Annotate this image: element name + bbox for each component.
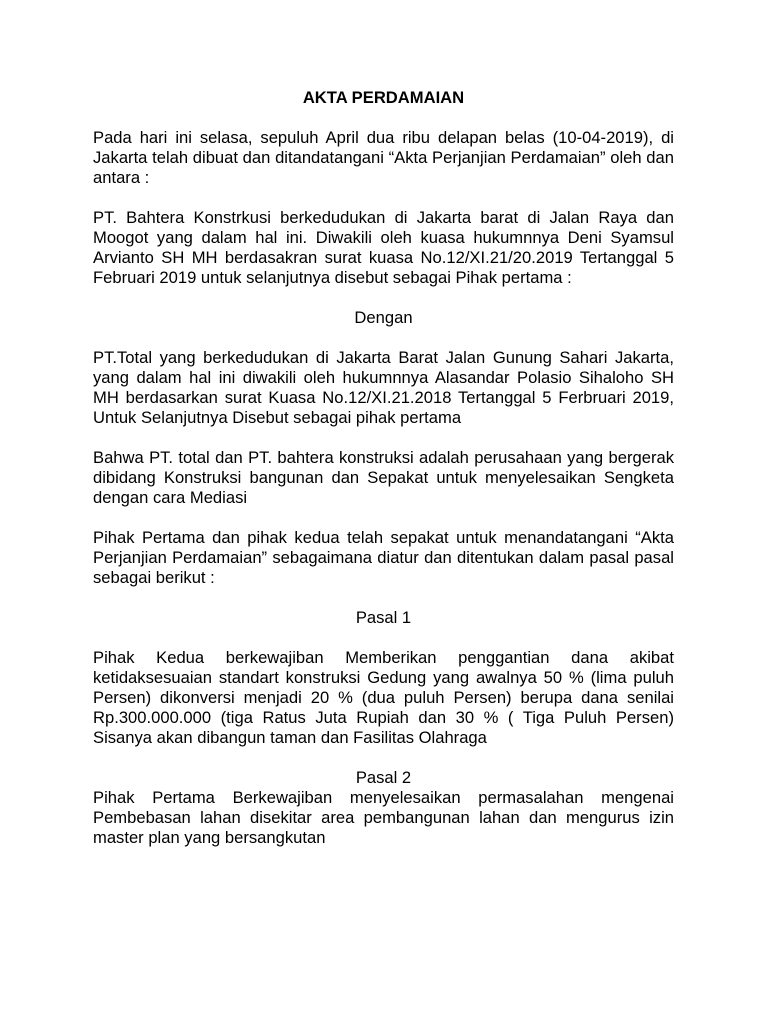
opening-paragraph: Pada hari ini selasa, sepuluh April dua ribu delapan belas (10-04-2019), di Jakarta telah dibuat dan ditandatangani “Akta Perjanjian Perdamaian” oleh dan antara : <box>93 128 674 187</box>
pasal-2-heading: Pasal 2 <box>355 768 412 787</box>
spacer <box>93 428 674 448</box>
pasal-1-heading: Pasal 1 <box>355 608 412 627</box>
document-title: AKTA PERDAMAIAN <box>302 88 465 107</box>
spacer <box>93 188 674 208</box>
spacer <box>93 328 674 348</box>
spacer <box>93 628 674 648</box>
pasal-1-paragraph: Pihak Kedua berkewajiban Memberikan penggantian dana akibat ketidaksesuaian standart konstruksi Gedung yang awalnya 50 % (lima puluh Persen) dikonversi menjadi 20 % (dua puluh Persen) berupa dana senilai Rp.300.000.000 (tiga Ratus Juta Rupiah dan 30 % ( Tiga Puluh Persen) Sisanya akan dibangun taman dan Fasilitas Olahraga <box>93 648 674 747</box>
spacer <box>93 748 674 768</box>
agreement-paragraph: Pihak Pertama dan pihak kedua telah sepakat untuk menandatangani “Akta Perjanjian Perdamaian” sebagaimana diatur dan ditentukan dalam pasal pasal sebagai berikut : <box>93 528 674 587</box>
background-paragraph: Bahwa PT. total dan PT. bahtera konstruksi adalah perusahaan yang bergerak dibidang Konstruksi bangunan dan Sepakat untuk menyelesaikan Sengketa dengan cara Mediasi <box>93 448 674 507</box>
party-two-paragraph: PT.Total yang berkedudukan di Jakarta Barat Jalan Gunung Sahari Jakarta, yang dalam hal ini diwakili oleh hukumnnya Alasandar Polasio Sihaloho SH MH berdasarkan surat Kuasa No.12/XI.21.2018 Tertanggal 5 Ferbruari 2019, Untuk Selanjutnya Disebut sebagai pihak pertama <box>93 348 674 427</box>
document-page <box>93 88 674 848</box>
spacer <box>93 508 674 528</box>
spacer <box>93 288 674 308</box>
connector-heading: Dengan <box>354 308 413 327</box>
spacer <box>93 588 674 608</box>
party-one-paragraph: PT. Bahtera Konstrkusi berkedudukan di Jakarta barat di Jalan Raya dan Moogot yang dalam hal ini. Diwakili oleh kuasa hukumnnya Deni Syamsul Arvianto SH MH berdasakran surat kuasa No.12/XI.21/20.2019 Tertanggal 5 Februari 2019 untuk selanjutnya disebut sebagai Pihak pertama : <box>93 208 674 287</box>
pasal-2-paragraph: Pihak Pertama Berkewajiban menyelesaikan permasalahan mengenai Pembebasan lahan disekitar area pembangunan lahan dan mengurus izin master plan yang bersangkutan <box>93 788 674 847</box>
